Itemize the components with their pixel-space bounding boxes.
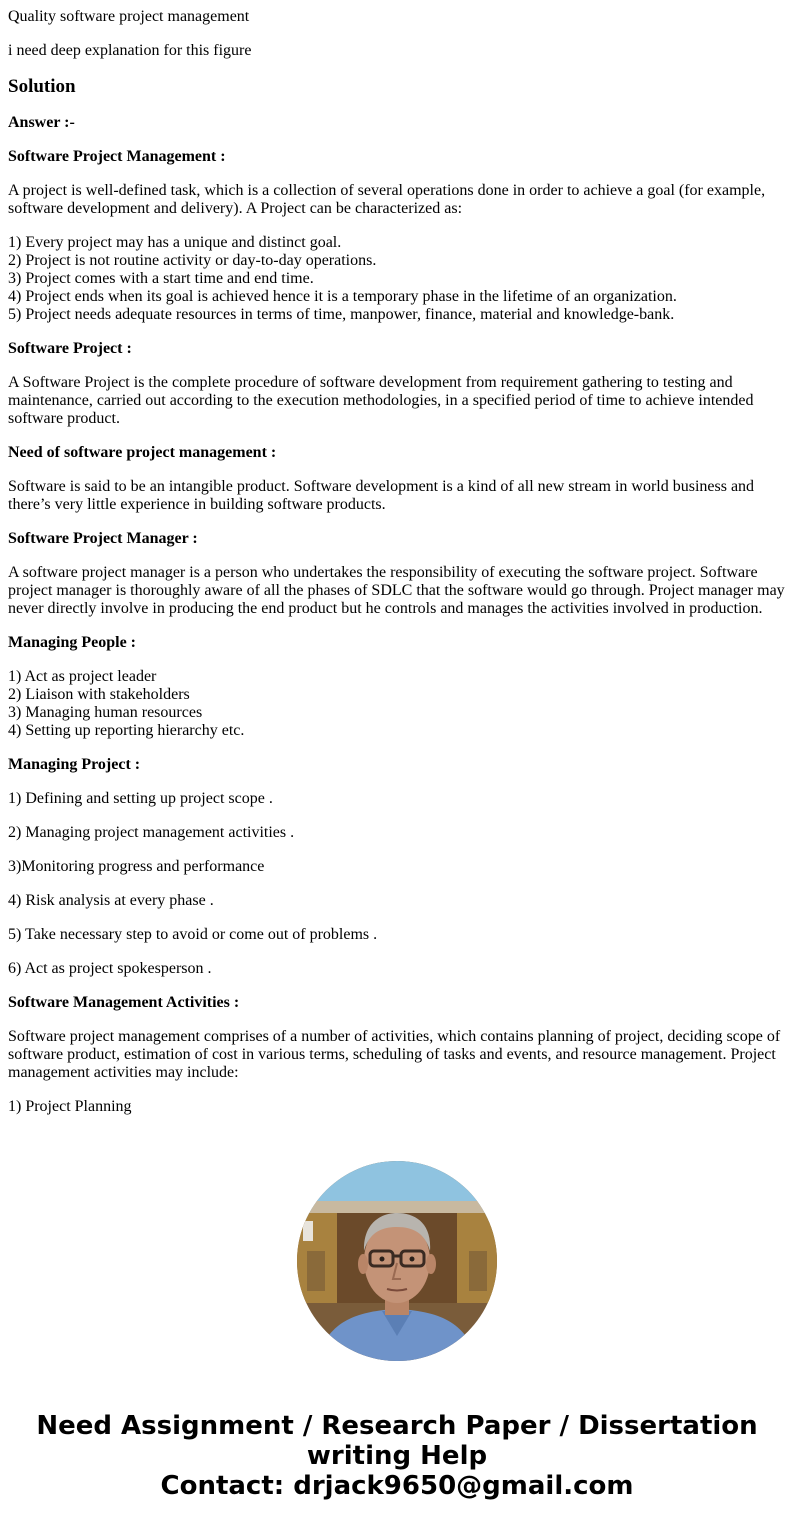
list-item: 1) Defining and setting up project scope . bbox=[8, 790, 273, 807]
section-heading-software-project: Software Project : bbox=[8, 340, 132, 357]
author-photo bbox=[297, 1161, 497, 1361]
question-body: i need deep explanation for this figure bbox=[8, 42, 252, 59]
list-item: 4) Project ends when its goal is achieved hence it is a temporary phase in the lifetime of an organization. bbox=[8, 288, 677, 305]
section-heading-spm: Software Project Management : bbox=[8, 148, 226, 165]
question-title: Quality software project management bbox=[8, 8, 250, 25]
promo-contact: Contact: drjack9650@gmail.com bbox=[160, 1471, 634, 1501]
section-text-spm: A project is well-defined task, which is a collection of several operations done in order to achieve a goal (for example, software development and delivery). A Project can be characterized as: bbox=[8, 182, 766, 217]
list-item: 3)Monitoring progress and performance bbox=[8, 858, 265, 875]
list-item: 1) Project Planning bbox=[8, 1098, 132, 1115]
section-heading-people: Managing People : bbox=[8, 634, 136, 651]
list-item: 5) Project needs adequate resources in terms of time, manpower, finance, material and knowledge-bank. bbox=[8, 306, 675, 323]
section-heading-managing-project: Managing Project : bbox=[8, 756, 141, 773]
list-item: 5) Take necessary step to avoid or come out of problems . bbox=[8, 926, 378, 943]
section-text-manager: A software project manager is a person who undertakes the responsibility of executing the software project. Software project manager is thoroughly aware of all the phases of SDLC that the software would go through. Project manager may never directly involve in producing the end product but he controls and manages the activities involved in production. bbox=[8, 564, 785, 617]
solution-heading: Solution bbox=[8, 76, 76, 97]
list-item: 4) Risk analysis at every phase . bbox=[8, 892, 214, 909]
author-avatar bbox=[297, 1161, 497, 1361]
document-body bbox=[0, 8, 794, 1116]
promo-line-2: writing Help bbox=[306, 1441, 488, 1471]
section-text-activities: Software project management comprises of a number of activities, which contains planning of project, deciding scope of software product, estimation of cost in various terms, scheduling of tasks and events, and resource management. Project management activities may include: bbox=[8, 1028, 781, 1081]
section-heading-manager: Software Project Manager : bbox=[8, 530, 198, 547]
section-text-software-project: A Software Project is the complete procedure of software development from requirement gathering to testing and maintenance, carried out according to the execution methodologies, in a specified period of time to achieve intended software product. bbox=[8, 374, 754, 427]
section-heading-need: Need of software project management : bbox=[8, 444, 277, 461]
list-item: 2) Managing project management activities . bbox=[8, 824, 295, 841]
list-item: 1) Act as project leader bbox=[8, 668, 157, 685]
promo-line-1: Need Assignment / Research Paper / Dissertation bbox=[36, 1411, 758, 1441]
list-item: 4) Setting up reporting hierarchy etc. bbox=[8, 722, 245, 739]
section-text-need: Software is said to be an intangible product. Software development is a kind of all new stream in world business and there’s very little experience in building software products. bbox=[8, 478, 755, 513]
list-item: 2) Liaison with stakeholders bbox=[8, 686, 190, 703]
list-spm bbox=[8, 234, 786, 324]
list-item: 6) Act as project spokesperson . bbox=[8, 960, 212, 977]
list-people bbox=[8, 668, 786, 740]
promo-banner bbox=[0, 1411, 794, 1501]
list-item: 3) Managing human resources bbox=[8, 704, 203, 721]
list-item: 2) Project is not routine activity or day-to-day operations. bbox=[8, 252, 377, 269]
answer-label: Answer :- bbox=[8, 114, 75, 131]
section-heading-activities: Software Management Activities : bbox=[8, 994, 240, 1011]
list-item: 3) Project comes with a start time and end time. bbox=[8, 270, 314, 287]
list-item: 1) Every project may has a unique and distinct goal. bbox=[8, 234, 342, 251]
